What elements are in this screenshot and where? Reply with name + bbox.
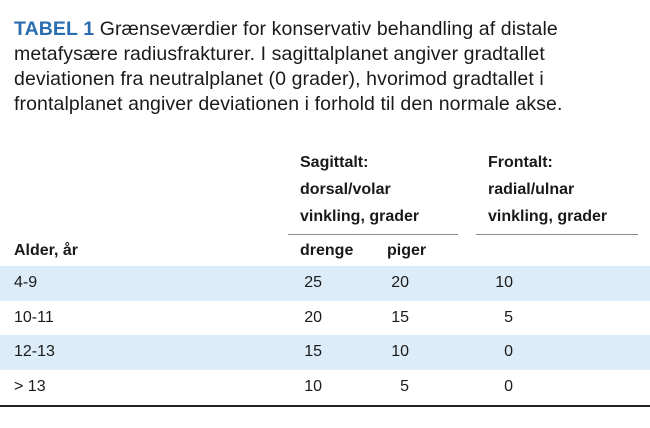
table-body [0,266,650,404]
table-row [0,266,650,301]
header-boys: drenge [300,242,354,259]
cell-girls: 10 [391,343,409,360]
cell-age: > 13 [14,377,46,395]
cell-girls: 5 [400,377,409,395]
cell-age: 12-13 [14,343,55,360]
table-label: TABEL 1 [14,18,95,40]
frontal-rule [476,234,638,235]
cell-frontal: 0 [504,377,513,395]
caption-text: Grænseværdier for konservativ behandling af distale metafysære radiusfrakturer. I sagittalplanet angiver gradtallet deviationen fra neutralplanet (0 grader), hvorimod gradtallet i frontalplanet angiver deviationen i forhold til den normale akse. [14,18,563,115]
table-row [0,301,650,336]
cell-age: 10-11 [14,308,54,326]
cell-boys: 25 [304,274,322,291]
cell-boys: 10 [304,377,322,395]
table-caption [14,17,644,117]
cell-age: 4-9 [14,274,38,291]
table-row [0,335,650,370]
cell-girls: 20 [391,274,409,291]
cell-boys: 20 [304,308,322,326]
cell-frontal: 10 [495,274,513,291]
cell-girls: 15 [391,308,409,326]
header-girls: piger [387,242,427,259]
header-frontal: Frontalt: radial/ulnar vinkling, grader [488,154,608,225]
cell-boys: 15 [304,343,322,360]
cell-frontal: 0 [504,343,513,360]
table-bottom-rule [0,405,650,407]
header-age: Alder, år [14,242,79,259]
table-row [0,370,650,405]
header-sagittal: Sagittalt: dorsal/volar vinkling, grader [300,154,420,225]
sagittal-rule [288,234,458,235]
cell-frontal: 5 [504,308,513,326]
